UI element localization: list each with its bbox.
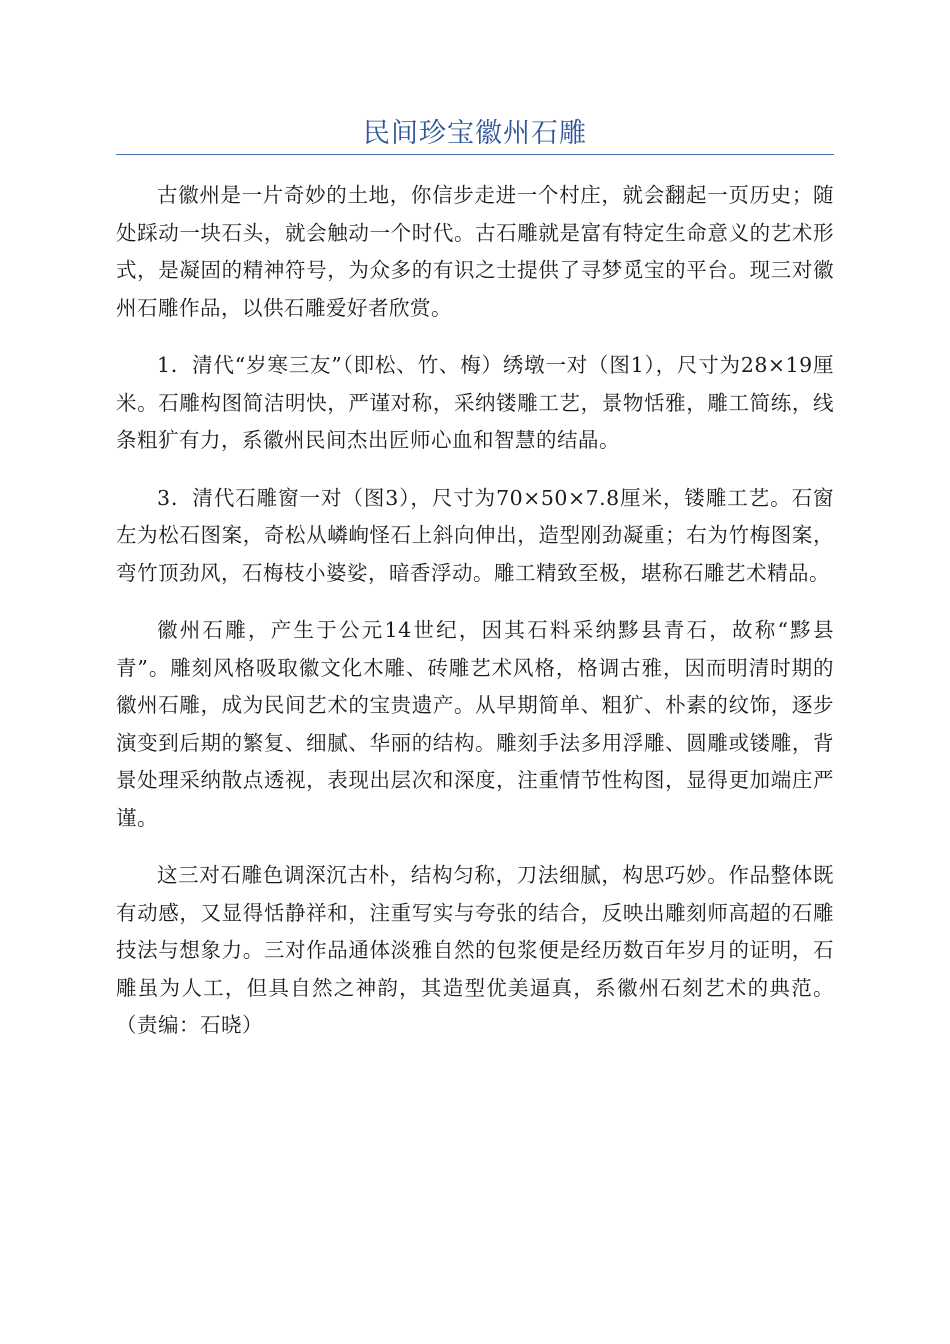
title-underline [116, 154, 834, 155]
paragraph-history: 徽州石雕，产生于公元14世纪，因其石料采纳黟县青石，故称“黟县青”。雕刻风格吸取徽文化木雕、砖雕艺术风格，格调古雅，因而明清时期的徽州石雕，成为民间艺术的宝贵遗产。从早期简单、粗犷、朴素的纹饰，逐步演变到后期的繁复、细腻、华丽的结构。雕刻手法多用浮雕、圆雕或镂雕，背景处理采纳散点透视，表现出层次和深度，注重情节性构图，显得更加端庄严谨。 [116, 618, 834, 830]
article-body [116, 177, 834, 1045]
paragraph-conclusion: 这三对石雕色调深沉古朴，结构匀称，刀法细腻，构思巧妙。作品整体既有动感，又显得恬静祥和，注重写实与夸张的结合，反映出雕刻师高超的石雕技法与想象力。三对作品通体淡雅自然的包浆便是经历数百年岁月的证明，石雕虽为人工，但具自然之神韵，其造型优美逼真，系徽州石刻艺术的典范。（责编：石晓） [116, 863, 834, 1037]
paragraph-item-1: 1．清代“岁寒三友”（即松、竹、梅）绣墩一对（图1），尺寸为28×19厘米。石雕构图简洁明快，严谨对称，采纳镂雕工艺，景物恬雅，雕工简练，线条粗犷有力，系徽州民间杰出匠师心血和智慧的结晶。 [116, 353, 834, 452]
paragraph-item-3: 3．清代石雕窗一对（图3），尺寸为70×50×7.8厘米，镂雕工艺。石窗左为松石图案，奇松从嶙峋怪石上斜向伸出，造型刚劲凝重；右为竹梅图案，弯竹顶劲风，石梅枝小婆娑，暗香浮动。雕工精致至极，堪称石雕艺术精品。 [116, 485, 834, 585]
paragraph-intro: 古徽州是一片奇妙的土地，你信步走进一个村庄，就会翻起一页历史；随处踩动一块石头，就会触动一个时代。古石雕就是富有特定生命意义的艺术形式，是凝固的精神符号，为众多的有识之士提供了寻梦觅宝的平台。现三对徽州石雕作品，以供石雕爱好者欣赏。 [116, 183, 834, 320]
page-title: 民间珍宝徽州石雕 [363, 118, 587, 149]
document-page [116, 0, 834, 1065]
